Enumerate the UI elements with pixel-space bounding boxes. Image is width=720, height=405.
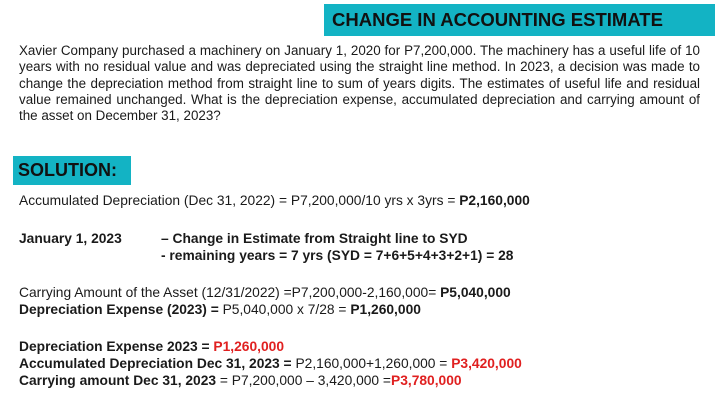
accumulated-depreciation-2022-line <box>19 193 530 208</box>
dep-exp-label: Depreciation Expense (2023) = <box>19 302 223 317</box>
accum-2022-text: Accumulated Depreciation (Dec 31, 2022) = P7,200,000/10 yrs x 3yrs = <box>19 193 460 208</box>
change-date: January 1, 2023 <box>19 231 122 246</box>
answer-carry-calc: = P7,200,000 – 3,420,000 = <box>216 373 391 388</box>
problem-statement: Xavier Company purchased a machinery on January 1, 2020 for P7,200,000. The machinery has a useful life of 10 years with no residual value and was depreciated using the straight line method. In 2023, a decision was made to change the depreciation method from straight line to sum of years digits. The estimates of useful life and residual value remained unchanged. What is the depreciation expense, accumulated depreciation and carrying amount of the asset on December 31, 2023? <box>19 43 700 124</box>
dep-exp-calc: P5,040,000 x 7/28 = <box>222 302 351 317</box>
answer-carrying-amount <box>19 373 462 388</box>
title-banner <box>324 4 715 36</box>
solution-label-banner <box>13 156 131 185</box>
answer-accum-value: P3,420,000 <box>451 356 522 371</box>
remaining-years-line: - remaining years = 7 yrs (SYD = 7+6+5+4+3+2+1) = 28 <box>161 248 514 263</box>
carrying-2022-text: Carrying Amount of the Asset (12/31/2022) =P7,200,000-2,160,000= <box>19 285 441 300</box>
carrying-amount-2022-line <box>19 285 511 300</box>
depreciation-expense-calc-line <box>19 302 421 317</box>
answer-depreciation-expense <box>19 339 284 354</box>
change-description: – Change in Estimate from Straight line to SYD <box>161 231 468 246</box>
dep-exp-value: P1,260,000 <box>350 302 421 317</box>
answer-dep-value: P1,260,000 <box>213 339 284 354</box>
answer-accum-label: Accumulated Depreciation Dec 31, 2023 = <box>19 356 296 371</box>
answer-carry-value: P3,780,000 <box>391 373 462 388</box>
accum-2022-value: P2,160,000 <box>459 193 530 208</box>
answer-accum-calc: P2,160,000+1,260,000 = <box>295 356 452 371</box>
answer-carry-label: Carrying amount Dec 31, 2023 <box>19 373 217 388</box>
solution-label: SOLUTION: <box>18 160 117 180</box>
slide-title: CHANGE IN ACCOUNTING ESTIMATE <box>332 9 663 30</box>
answer-dep-label: Depreciation Expense 2023 = <box>19 339 214 354</box>
change-in-estimate-line <box>19 231 468 246</box>
carrying-2022-value: P5,040,000 <box>440 285 511 300</box>
answer-accumulated-depreciation <box>19 356 522 371</box>
